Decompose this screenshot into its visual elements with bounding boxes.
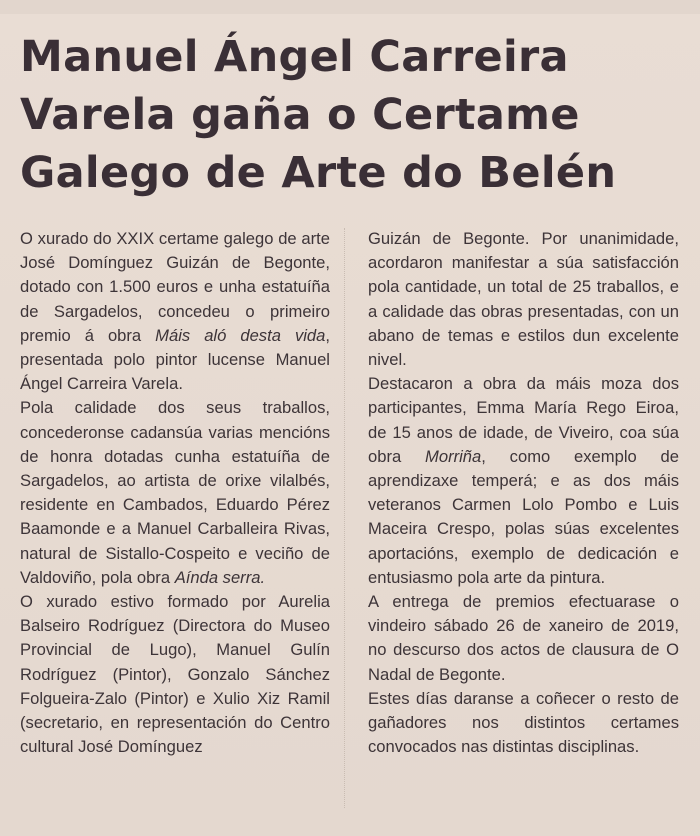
paragraph-text: Pola calidade dos seus traballos, concederonse cadansúa varias mencións de honra dotadas cunha estatuíña de Sargadelos, ao artista de orixe vilalbés, residente en Cambados, Eduardo Pérez Baamonde e a Manuel Carballeira Rivas, natural de Sistallo-Cospeito e veciño de Valdoviño, pola obra: [20, 398, 330, 587]
artwork-title: Aínda serra.: [174, 567, 266, 587]
paragraph: [368, 372, 679, 590]
headline: Manuel Ángel Carreira Varela gaña o Certame Galego de Arte do Belén: [20, 32, 617, 198]
article-column-right: [368, 227, 679, 759]
artwork-title: Máis aló desta vida: [155, 325, 326, 345]
paragraph-text: Destacaron a obra da máis moza dos participantes, Emma María Rego Eiroa, de 15 anos de idade, de Viveiro, coa súa obra: [368, 374, 679, 466]
column-divider: [344, 228, 345, 808]
paragraph: Guizán de Begonte. Por unanimidade, acordaron manifestar a súa satisfacción pola cantidade, un total de 25 traballos, e a calidade das obras presentadas, con un abano de temas e estilos dun excelente nivel.: [368, 229, 679, 370]
paragraph: O xurado estivo formado por Aurelia Balseiro Rodríguez (Directora do Museo Provincial de Lugo), Manuel Gulín Rodríguez (Pintor), Gonzalo Sánchez Folgueira-Zalo (Pintor) e Xulio Xiz Ramil (secretario, en representación do Centro cultural José Domínguez: [20, 592, 330, 757]
paragraph-text: O xurado do XXIX certame galego de arte José Domínguez Guizán de Begonte, dotado con 1.500 euros e unha estatuíña de Sargadelos, concedeu o primeiro premio á obra: [20, 229, 330, 345]
paragraph-text: , como exemplo de aprendizaxe temperá; e as dos máis veteranos Carmen Lolo Pombo e Luis Maceira Crespo, polas súas excelentes aportacións, exemplo de dedicación e entusiasmo pola arte da pintura.: [368, 446, 680, 587]
article-column-left: [20, 227, 330, 759]
paragraph: A entrega de premios efectuarase o vindeiro sábado 26 de xaneiro de 2019, no descurso dos actos de clausura de O Nadal de Begonte.: [368, 592, 679, 684]
paragraph: [20, 227, 330, 396]
paragraph: [20, 396, 330, 590]
top-edge: [0, 0, 700, 14]
paragraph-text: , presentada polo pintor lucense Manuel Ángel Carreira Varela.: [20, 325, 331, 394]
artwork-title: Morriña: [425, 446, 482, 466]
paragraph: Estes días daranse a coñecer o resto de gañadores nos distintos certames convocados nas distintas disciplinas.: [368, 688, 679, 757]
